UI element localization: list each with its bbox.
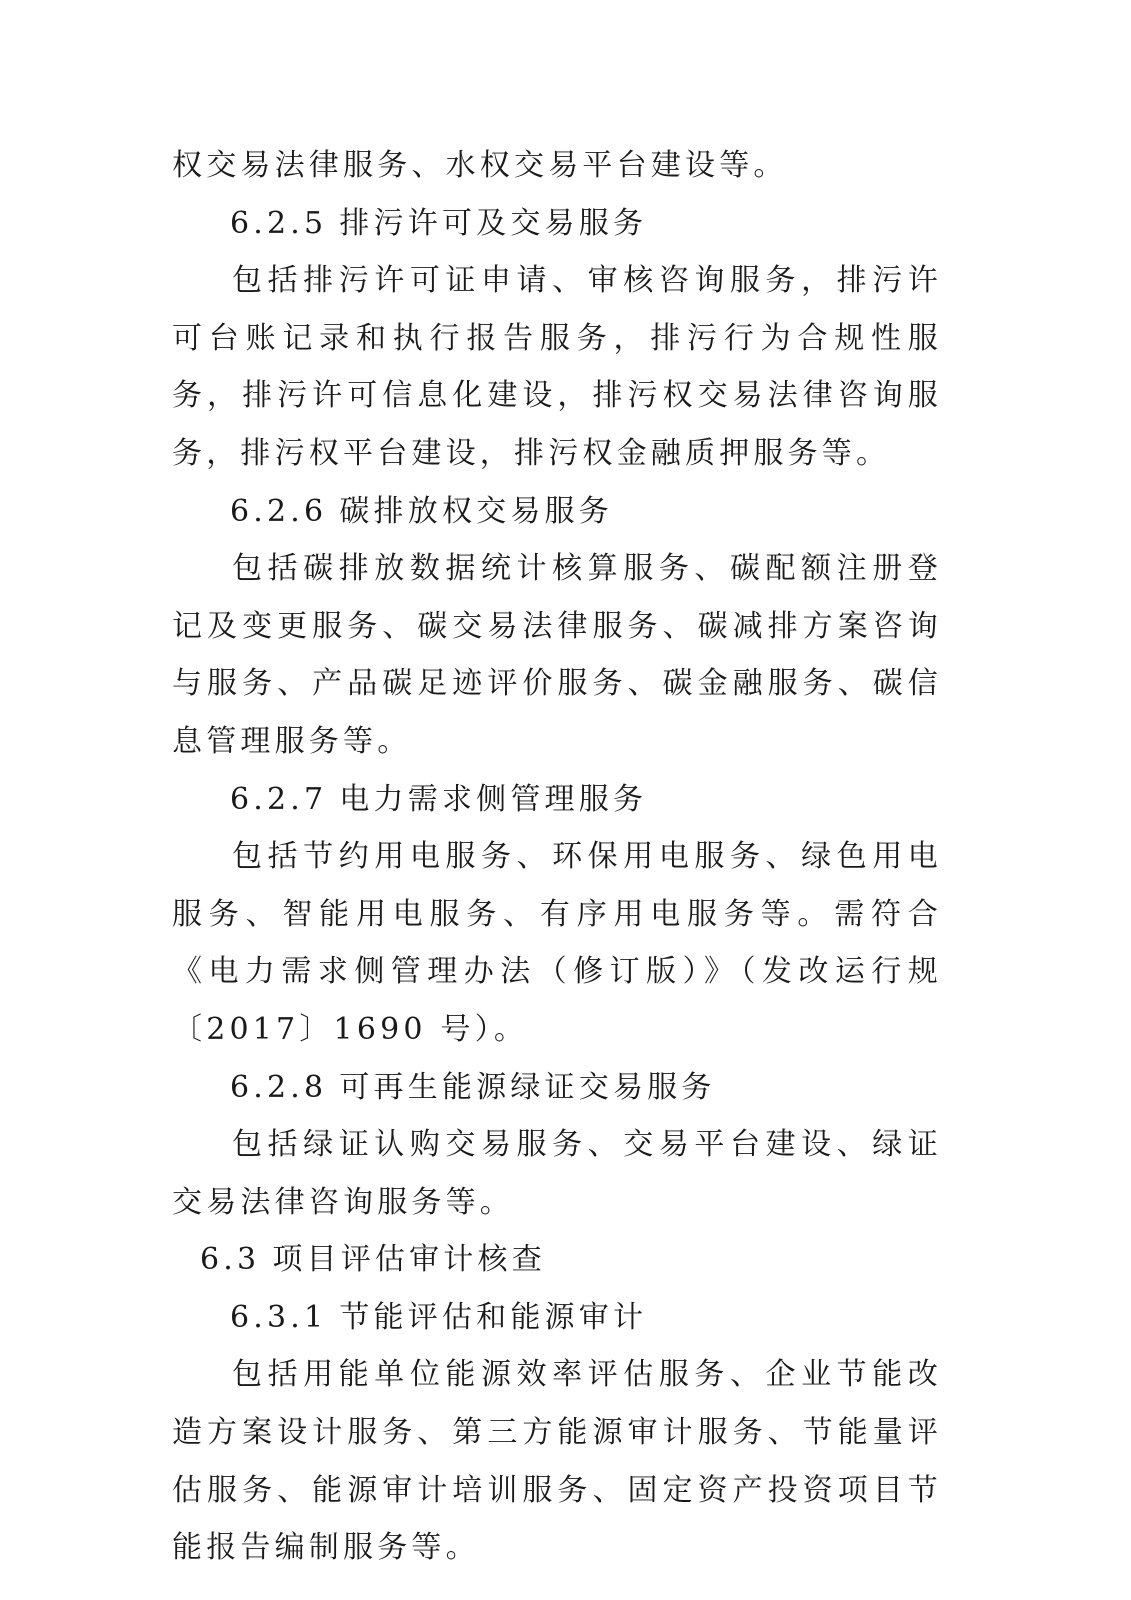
section-title: 电力需求侧管理服务 [339,781,648,817]
paragraph-demand-side-management: 包括节约用电服务、环保用电服务、绿色用电服务、智能用电服务、有序用电服务等。需符合《电力需求侧管理办法（修订版）》（发改运行规〔2017〕1690 号）。 [172,839,942,1047]
paragraph-energy-audit: 包括用能单位能源效率评估服务、企业节能改造方案设计服务、第三方能源审计服务、节能量评估服务、能源审计培训服务、固定资产投资项目节能报告编制服务等。 [172,1357,942,1566]
section-heading-6-2-6 [172,483,942,541]
document-body [172,137,942,1577]
paragraph-pollution-permit: 包括排污许可证申请、审核咨询服务，排污许可台账记录和执行报告服务，排污行为合规性服务，排污许可信息化建设，排污权交易法律咨询服务，排污权平台建设，排污权金融质押服务等。 [172,263,942,471]
section-heading-6-2-8 [172,1059,942,1117]
section-number: 6.2.6 [230,493,328,529]
section-title: 可再生能源绿证交易服务 [339,1069,716,1105]
section-number: 6.3 [200,1242,261,1278]
section-heading-6-2-7 [172,771,942,829]
section-number: 6.2.7 [230,781,328,817]
section-title: 项目评估审计核查 [272,1242,546,1278]
paragraph-carbon-trading: 包括碳排放数据统计核算服务、碳配额注册登记及变更服务、碳交易法律服务、碳减排方案咨询与服务、产品碳足迹评价服务、碳金融服务、碳信息管理服务等。 [172,551,942,759]
section-title: 节能评估和能源审计 [339,1299,648,1335]
section-number: 6.2.5 [230,205,328,241]
section-heading-6-3-1 [172,1289,942,1347]
continued-paragraph: 权交易法律服务、水权交易平台建设等。 [172,148,788,183]
section-title: 排污许可及交易服务 [339,205,648,241]
paragraph-green-certificate: 包括绿证认购交易服务、交易平台建设、绿证交易法律咨询服务等。 [172,1127,942,1220]
section-number: 6.3.1 [230,1299,328,1335]
section-title: 碳排放权交易服务 [339,493,613,529]
section-number: 6.2.8 [230,1069,328,1105]
section-heading-6-3 [172,1231,942,1289]
section-heading-6-2-5 [172,195,942,253]
